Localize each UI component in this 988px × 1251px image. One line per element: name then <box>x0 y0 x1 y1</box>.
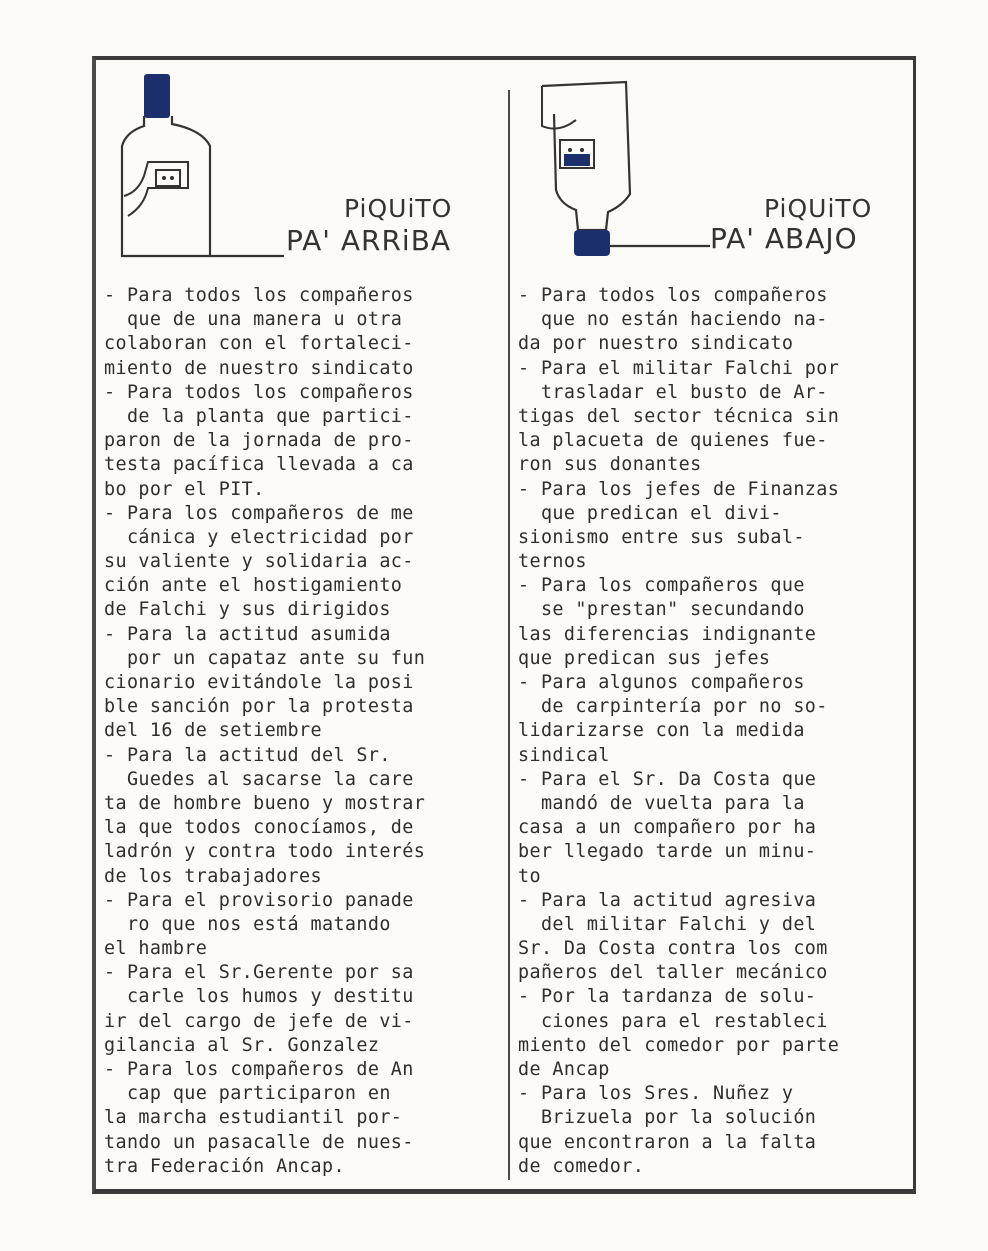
left-text-line: tando un pasacalle de nues- <box>104 1131 414 1153</box>
left-text-line: su valiente y solidaria ac- <box>104 551 414 573</box>
right-text-line: to <box>518 865 541 887</box>
right-text-line: las diferencias indignante <box>518 623 817 645</box>
left-text-line: - Para todos los compañeros <box>104 285 414 306</box>
left-text-line: tra Federación Ancap. <box>104 1155 345 1177</box>
right-text-line: lidarizarse con la medida <box>518 720 805 742</box>
right-text-line: sindical <box>518 744 610 766</box>
left-text-line: que de una manera u otra <box>104 309 403 331</box>
left-text-line: ción ante el hostigamiento <box>104 575 403 597</box>
right-text-line: - Para algunos compañeros <box>518 672 805 693</box>
left-text-line: de Falchi y sus dirigidos <box>104 599 391 621</box>
left-text-line: - Para la actitud asumida <box>104 623 391 645</box>
right-text-line: - Para los Sres. Nuñez y <box>518 1083 794 1105</box>
right-text-line: que predican sus jefes <box>518 647 771 669</box>
right-column-text <box>518 284 930 1179</box>
left-text-line: - Para los compañeros de me <box>104 502 414 524</box>
left-text-line: ro que nos está matando <box>104 913 391 935</box>
right-text-line: ciones para el restableci <box>518 1010 828 1032</box>
right-text-line: da por nuestro sindicato <box>518 333 794 355</box>
right-text-line: - Para el militar Falchi por <box>518 357 840 379</box>
right-text-line: de Ancap <box>518 1059 610 1080</box>
left-text-line: del 16 de setiembre <box>104 720 322 742</box>
right-text-line: de comedor. <box>518 1155 645 1177</box>
right-text-line: Sr. Da Costa contra los com <box>518 938 828 960</box>
right-title-line1: PiQUiTO <box>764 194 873 223</box>
left-text-line: - Para el provisorio panade <box>104 889 414 911</box>
right-text-line: tigas del sector técnica sin <box>518 405 840 427</box>
right-text-line: pañeros del taller mecánico <box>518 962 828 984</box>
left-text-line: la que todos conocíamos, de <box>104 817 414 839</box>
right-text-line: de carpintería por no so- <box>518 696 828 718</box>
left-text-line: - Para el Sr.Gerente por sa <box>104 962 414 984</box>
left-title-line2: PA' ARRiBA <box>286 224 452 257</box>
right-text-line: sionismo entre sus subal- <box>518 526 805 548</box>
right-text-line: - Para el Sr. Da Costa que <box>518 768 817 790</box>
left-text-line: de los trabajadores <box>104 865 322 887</box>
right-text-line: que no están haciendo na- <box>518 309 828 331</box>
left-text-line: bo por el PIT. <box>104 478 265 500</box>
left-text-line: ladrón y contra todo interés <box>104 841 426 863</box>
left-text-line: de la planta que partici- <box>104 405 414 427</box>
right-text-line: ron sus donantes <box>518 454 702 476</box>
left-text-line: Guedes al sacarse la care <box>104 768 414 790</box>
left-text-line: el hambre <box>104 938 208 960</box>
left-title-line1: PiQUiTO <box>344 194 453 223</box>
right-text-line: - Para los compañeros que <box>518 575 805 597</box>
right-text-line: trasladar el busto de Ar- <box>518 381 828 403</box>
left-text-line: - Para los compañeros de An <box>104 1059 414 1080</box>
left-text-line: - Para la actitud del Sr. <box>104 744 391 766</box>
right-text-line: casa a un compañero por ha <box>518 817 817 839</box>
right-text-line: - Por la tardanza de solu- <box>518 986 817 1008</box>
right-text-line: del militar Falchi y del <box>518 913 817 935</box>
right-text-line: ber llegado tarde un minu- <box>518 841 817 863</box>
right-text-line: que predican el divi- <box>518 502 782 524</box>
left-text-line: colaboran con el fortaleci- <box>104 333 414 355</box>
left-text-line: la marcha estudiantil por- <box>104 1107 403 1129</box>
right-text-line: - Para todos los compañeros <box>518 285 828 306</box>
left-text-line: miento de nuestro sindicato <box>104 357 414 379</box>
left-text-line: por un capataz ante su fun <box>104 647 426 669</box>
left-text-line: cánica y electricidad por <box>104 526 414 548</box>
left-column-text <box>104 284 516 1179</box>
right-text-line: - Para la actitud agresiva <box>518 889 817 911</box>
left-text-line: ble sanción por la protesta <box>104 696 414 718</box>
left-text-line: ir del cargo de jefe de vi- <box>104 1010 414 1032</box>
right-text-line: mandó de vuelta para la <box>518 792 805 814</box>
right-text-line: se "prestan" secundando <box>518 599 805 621</box>
left-text-line: gilancia al Sr. Gonzalez <box>104 1034 380 1056</box>
left-text-line: cap que participaron en <box>104 1083 391 1105</box>
left-text-line: ta de hombre bueno y mostrar <box>104 792 426 814</box>
left-text-line: testa pacífica llevada a ca <box>104 454 414 476</box>
right-text-line: - Para los jefes de Finanzas <box>518 478 840 500</box>
right-text-line: que encontraron a la falta <box>518 1131 817 1153</box>
right-text-line: la placueta de quienes fue- <box>518 430 828 452</box>
left-text-line: - Para todos los compañeros <box>104 381 414 403</box>
left-text-line: carle los humos y destitu <box>104 986 414 1008</box>
right-text-line: Brizuela por la solución <box>518 1107 817 1129</box>
left-text-line: paron de la jornada de pro- <box>104 430 414 452</box>
right-title-line2: PA' ABAJO <box>710 222 858 255</box>
right-text-line: ternos <box>518 551 587 573</box>
right-text-line: miento del comedor por parte <box>518 1034 840 1056</box>
left-text-line: cionario evitándole la posi <box>104 672 414 693</box>
